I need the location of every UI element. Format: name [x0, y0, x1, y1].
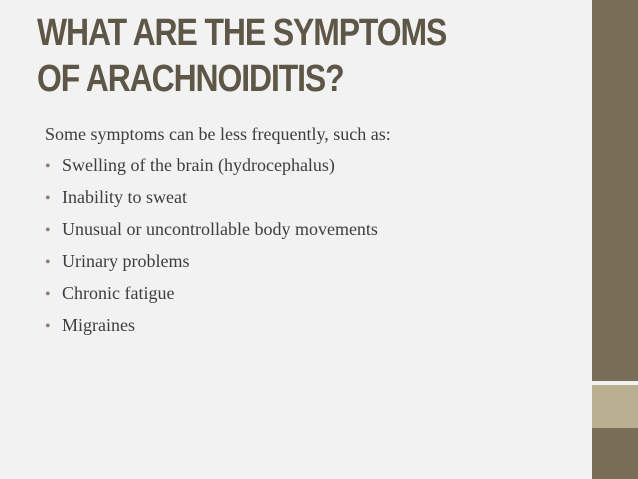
slide-body: [45, 119, 585, 342]
list-item: [45, 246, 585, 278]
list-item-label: Chronic fatigue: [62, 283, 175, 303]
list-item-label: Unusual or uncontrollable body movements: [62, 219, 378, 239]
bullet-icon: •: [45, 254, 51, 271]
list-item-label: Inability to sweat: [62, 187, 187, 207]
intro-text: Some symptoms can be less frequently, such as:: [45, 124, 391, 144]
list-item-label: Swelling of the brain (hydrocephalus): [62, 155, 335, 175]
list-item: [45, 278, 585, 310]
list-item: [45, 310, 585, 342]
sidebar-accent-block: [592, 385, 638, 428]
title-line-1: WHAT ARE THE SYMPTOMS: [37, 12, 447, 54]
bullet-icon: •: [45, 286, 51, 303]
symptom-list: [45, 150, 585, 342]
list-item: [45, 150, 585, 182]
title-line-2: OF ARACHNOIDITIS?: [37, 58, 344, 100]
bullet-icon: •: [45, 222, 51, 239]
slide-title: [37, 10, 491, 102]
bullet-icon: •: [45, 318, 51, 335]
list-item-label: Migraines: [62, 315, 135, 335]
bullet-icon: •: [45, 190, 51, 207]
list-item: [45, 214, 585, 246]
list-item: [45, 182, 585, 214]
bullet-icon: •: [45, 158, 51, 175]
list-item-label: Urinary problems: [62, 251, 190, 271]
